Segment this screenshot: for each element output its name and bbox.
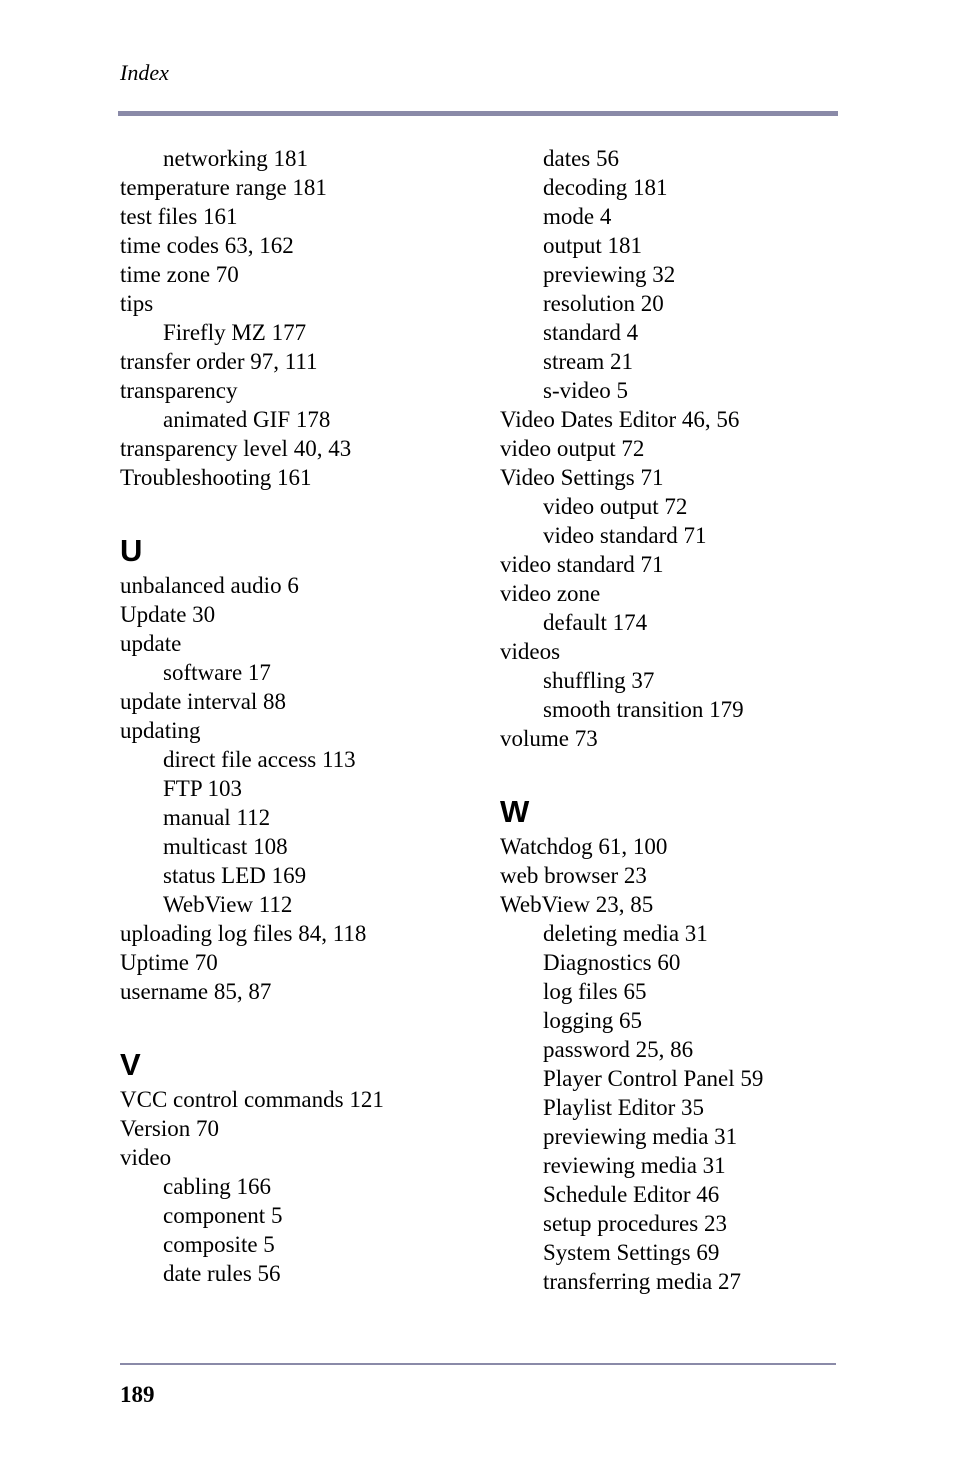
index-entry: volume 73 xyxy=(500,726,598,751)
index-entry: time zone 70 xyxy=(120,262,239,287)
index-entry: transparency xyxy=(120,378,238,403)
section-letter: V xyxy=(120,1047,141,1082)
index-subentry: animated GIF 178 xyxy=(163,407,331,432)
index-subentry: Firefly MZ 177 xyxy=(163,320,307,345)
index-subentry: deleting media 31 xyxy=(543,921,708,946)
index-subentry: video standard 71 xyxy=(543,523,707,548)
index-subentry: s-video 5 xyxy=(543,378,628,403)
index-entry: updating xyxy=(120,718,201,743)
index-subentry: date rules 56 xyxy=(163,1261,281,1286)
index-subentry: password 25, 86 xyxy=(543,1037,694,1062)
index-subentry: multicast 108 xyxy=(163,834,288,859)
index-entry: video output 72 xyxy=(500,436,645,461)
index-entry: unbalanced audio 6 xyxy=(120,573,299,598)
index-entry: uploading log files 84, 118 xyxy=(120,921,367,946)
index-subentry: component 5 xyxy=(163,1203,283,1228)
footer-rule xyxy=(120,1363,836,1365)
index-subentry: dates 56 xyxy=(543,146,620,171)
index-column-left xyxy=(120,144,480,1288)
index-entry: Uptime 70 xyxy=(120,950,218,975)
index-subentry: output 181 xyxy=(543,233,643,258)
index-entry: Video Dates Editor 46, 56 xyxy=(500,407,740,432)
index-entry: video xyxy=(120,1145,172,1170)
index-entry: WebView 23, 85 xyxy=(500,892,654,917)
index-subentry: default 174 xyxy=(543,610,648,635)
index-entry: videos xyxy=(500,639,561,664)
index-subentry: setup procedures 23 xyxy=(543,1211,727,1236)
index-entry: video standard 71 xyxy=(500,552,664,577)
index-subentry: FTP 103 xyxy=(163,776,243,801)
index-subentry: composite 5 xyxy=(163,1232,275,1257)
index-subentry: reviewing media 31 xyxy=(543,1153,726,1178)
index-entry: Troubleshooting 161 xyxy=(120,465,312,490)
index-subentry: resolution 20 xyxy=(543,291,664,316)
index-entry: Update 30 xyxy=(120,602,216,627)
index-entry: web browser 23 xyxy=(500,863,647,888)
header-rule xyxy=(118,111,838,116)
section-gap xyxy=(120,492,480,531)
index-entry: VCC control commands 121 xyxy=(120,1087,384,1112)
index-subentry: standard 4 xyxy=(543,320,639,345)
section-letter: U xyxy=(120,533,143,568)
index-subentry: stream 21 xyxy=(543,349,634,374)
index-subentry: decoding 181 xyxy=(543,175,668,200)
index-subentry: cabling 166 xyxy=(163,1174,271,1199)
index-entry: time codes 63, 162 xyxy=(120,233,294,258)
index-entry: Video Settings 71 xyxy=(500,465,664,490)
section-letter: W xyxy=(500,794,530,829)
index-subentry: previewing media 31 xyxy=(543,1124,738,1149)
index-subentry: logging 65 xyxy=(543,1008,643,1033)
index-subentry: transferring media 27 xyxy=(543,1269,741,1294)
index-subentry: previewing 32 xyxy=(543,262,676,287)
index-entry: update xyxy=(120,631,182,656)
index-entry: username 85, 87 xyxy=(120,979,272,1004)
index-subentry: smooth transition 179 xyxy=(543,697,744,722)
index-column-right xyxy=(500,144,880,1296)
index-entry: test files 161 xyxy=(120,204,238,229)
index-subentry: video output 72 xyxy=(543,494,688,519)
index-entry: Watchdog 61, 100 xyxy=(500,834,668,859)
index-subentry: Player Control Panel 59 xyxy=(543,1066,764,1091)
index-subentry: Playlist Editor 35 xyxy=(543,1095,704,1120)
index-entry: video zone xyxy=(500,581,601,606)
section-gap xyxy=(500,753,880,792)
index-entry: tips xyxy=(120,291,154,316)
index-subentry: manual 112 xyxy=(163,805,271,830)
page-number: 189 xyxy=(120,1382,155,1407)
index-entry: update interval 88 xyxy=(120,689,287,714)
index-entry: temperature range 181 xyxy=(120,175,327,200)
index-subentry: direct file access 113 xyxy=(163,747,356,772)
index-entry: Version 70 xyxy=(120,1116,220,1141)
index-subentry: log files 65 xyxy=(543,979,647,1004)
index-subentry: mode 4 xyxy=(543,204,612,229)
index-subentry: Schedule Editor 46 xyxy=(543,1182,720,1207)
running-header-title: Index xyxy=(120,60,169,85)
index-entry: transparency level 40, 43 xyxy=(120,436,352,461)
index-subentry: shuffling 37 xyxy=(543,668,655,693)
index-entry: transfer order 97, 111 xyxy=(120,349,318,374)
index-subentry: networking 181 xyxy=(163,146,309,171)
index-subentry: System Settings 69 xyxy=(543,1240,720,1265)
section-gap xyxy=(120,1006,480,1045)
index-subentry: Diagnostics 60 xyxy=(543,950,681,975)
index-subentry: software 17 xyxy=(163,660,271,685)
index-subentry: WebView 112 xyxy=(163,892,293,917)
index-subentry: status LED 169 xyxy=(163,863,307,888)
